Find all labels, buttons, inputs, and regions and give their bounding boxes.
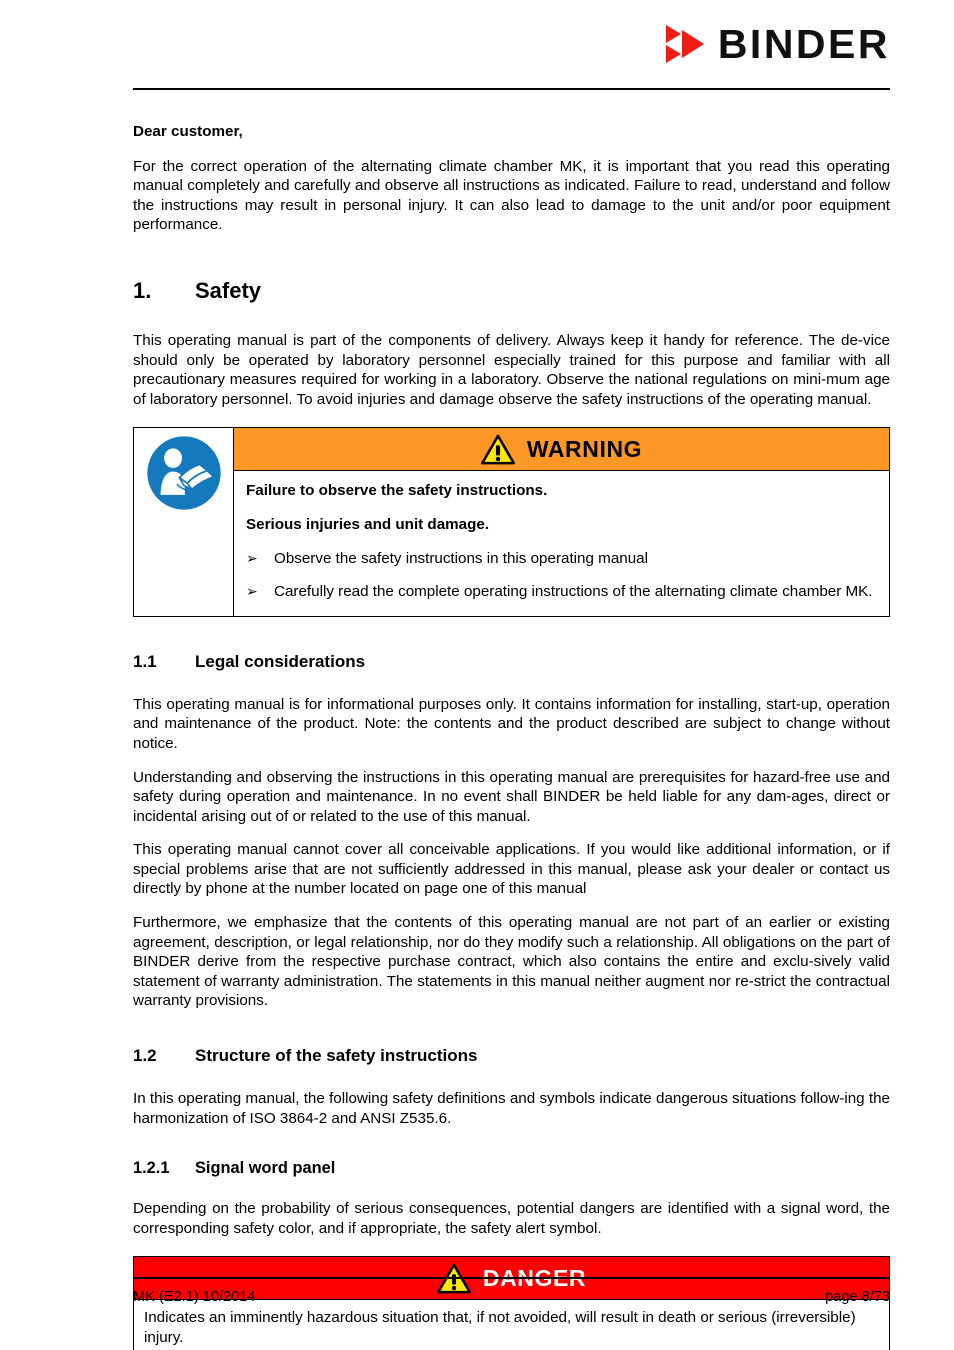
footer-page-number: page 8/73 — [825, 1289, 890, 1305]
footer-row — [133, 1288, 890, 1306]
warning-triangle-icon — [481, 434, 515, 465]
footer-divider — [133, 1277, 890, 1279]
binder-triangles-icon — [666, 24, 708, 64]
heading-structure-title: Structure of the safety instructions — [195, 1046, 478, 1066]
page-header — [0, 0, 954, 95]
header-divider — [133, 88, 890, 90]
heading-safety-number: 1. — [133, 277, 152, 303]
warning-box — [133, 427, 890, 616]
bullet-arrow-icon: ➢ — [246, 549, 258, 566]
legal-paragraph-4: Furthermore, we emphasize that the contents of this operating manual are not part of an earlier or existing agreement, description, or legal relationship, nor do they modify such a relationship. All obligations on the part of BINDER derive from the respective purchase contract, which also contains the entire and exclu-sively valid statement of warranty administration. The statements in this manual neither augment nor re-strict the contractual warranty provisions. — [133, 914, 890, 1010]
heading-structure-number: 1.2 — [133, 1046, 157, 1066]
intro-paragraph: For the correct operation of the alternating climate chamber MK, it is important that you read this operating manual completely and carefully and observe all instructions as indicated. Failure to read, understand and follow the instructions may result in personal injury. It can also lead to damage to the unit and/or poor equipment performance. — [133, 157, 890, 234]
refer-to-instruction-manual-icon — [145, 434, 223, 512]
heading-structure-of-safety-instructions — [133, 1045, 890, 1066]
bullet-arrow-icon: ➢ — [246, 583, 258, 600]
warning-action-text: Carefully read the complete operating instructions of the alternating climate chamber MK. — [274, 583, 873, 601]
salutation: Dear customer, — [133, 123, 243, 140]
danger-signal-word: DANGER — [482, 1264, 587, 1291]
structure-paragraph: In this operating manual, the following safety definitions and symbols indicate dangerous situations follow-ing the harmonization of ISO 3864-2 and ANSI Z535.6. — [133, 1090, 890, 1127]
heading-safety-title: Safety — [195, 277, 262, 303]
heading-safety — [133, 278, 890, 304]
signal-word-panel-paragraph: Depending on the probability of serious consequences, potential dangers are identified with a signal word, the corresponding safety color, and if appropriate, the safety alert symbol. — [133, 1200, 890, 1237]
page-content — [133, 122, 890, 1350]
warning-signal-word: WARNING — [526, 435, 643, 462]
heading-signal-word-panel — [133, 1158, 890, 1178]
warning-action-item — [246, 582, 877, 602]
heading-legal-considerations — [133, 651, 890, 672]
triangle-top-icon — [666, 25, 681, 43]
heading-legal-number: 1.1 — [133, 651, 157, 671]
danger-body — [134, 1300, 889, 1350]
legal-paragraph-3: This operating manual cannot cover all conceivable applications. If you would like additional information, or if special problems arise that are not sufficiently addressed in this manual, please ask your dealer or contact us directly by phone at the number located on page one of this manual — [133, 841, 890, 898]
warning-pictogram-cell — [134, 428, 234, 615]
warning-signal-bar — [234, 428, 889, 471]
danger-description: Indicates an imminently hazardous situation that, if not avoided, will result in death or serious (irreversible) injury. — [144, 1309, 856, 1346]
legal-paragraph-2: Understanding and observing the instructions in this operating manual are prerequisites for hazard-free use and safety during operation and maintenance. In no event shall BINDER be held liable for any dam-ages, direct or incidental arising out of or related to the use of this manual. — [133, 768, 890, 825]
triangle-bottom-icon — [666, 45, 681, 63]
warning-body — [234, 471, 889, 615]
warning-main — [234, 428, 889, 615]
legal-paragraph-1: This operating manual is for informational purposes only. It contains information for installing, start-up, operation and maintenance of the product. Note: the contents and the product described are subject to change without notice. — [133, 695, 890, 752]
triangle-main-icon — [682, 30, 704, 58]
brand-wordmark: BINDER — [717, 21, 890, 67]
footer-document-id: MK (E2.1) 10/2014 — [133, 1289, 256, 1305]
heading-signal-word-panel-title: Signal word panel — [195, 1159, 336, 1178]
warning-action-item — [246, 549, 877, 569]
heading-legal-title: Legal considerations — [195, 651, 366, 671]
binder-logo — [666, 21, 890, 67]
warning-action-text: Observe the safety instructions in this operating manual — [274, 549, 648, 567]
warning-consequence-text: Serious injuries and unit damage. — [246, 515, 490, 533]
warning-hazard-text: Failure to observe the safety instructions. — [246, 482, 548, 500]
page-footer — [133, 1277, 890, 1306]
safety-paragraph: This operating manual is part of the components of delivery. Always keep it handy for reference. The de-vice should only be operated by laboratory personnel especially trained for this purpose and familiar with all precautionary measures required for working in a laboratory. Observe the national regulations on mini-mum age of laboratory personnel. To avoid injuries and damage observe the safety instructions of the operating manual. — [133, 331, 890, 408]
heading-signal-word-panel-number: 1.2.1 — [133, 1159, 170, 1178]
